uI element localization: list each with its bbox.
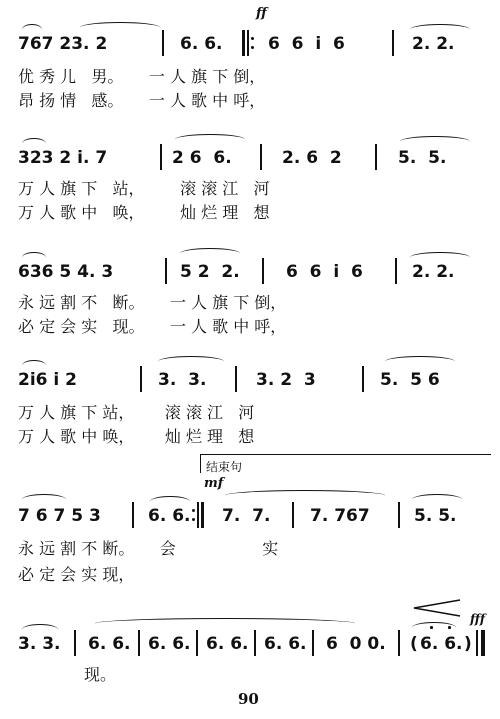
measure-notes: 5 2 2.	[180, 262, 240, 282]
barline	[74, 630, 76, 656]
slur	[22, 494, 66, 505]
slur	[225, 490, 385, 501]
slur	[80, 22, 160, 33]
lyric-line-2: 必 定 会 实 现。 一 人 歌 中 呼，	[18, 317, 287, 336]
slur	[385, 356, 455, 367]
lyric-line-2: 必 定 会 实 现，	[18, 565, 135, 584]
barline	[165, 258, 167, 284]
barline	[235, 366, 237, 392]
ending-label: 结束句	[206, 460, 243, 474]
measure-notes: 6. 6.	[264, 634, 307, 654]
measure-notes: 5. 5.	[398, 148, 447, 168]
slur	[412, 494, 462, 505]
measure-notes: 3. 3.	[18, 634, 61, 654]
ending-bracket	[200, 454, 491, 473]
measure-notes: 6. 6.	[180, 34, 223, 54]
measure-notes: 323 2 i. 7	[18, 148, 108, 168]
barline	[292, 502, 294, 528]
slur	[95, 618, 355, 629]
measure-notes: 636 5 4. 3	[18, 262, 114, 282]
final-barline-thick	[481, 630, 485, 656]
page-number: 90	[238, 690, 259, 708]
measure-notes: 2. 2.	[412, 34, 455, 54]
barline	[362, 366, 364, 392]
slur	[158, 356, 224, 367]
barline	[392, 30, 394, 56]
measure-notes: 7 6 7 5 3	[18, 506, 101, 526]
measure-notes: 3. 3.	[158, 370, 207, 390]
fermata-dot	[448, 626, 451, 629]
lyric-line-2: 万 人 歌 中 唤， 灿 烂 理 想	[18, 427, 255, 446]
fermata-dot	[430, 626, 433, 629]
measure-notes: 2i6 i 2	[18, 370, 77, 390]
measure-notes: 6. 6.	[88, 634, 131, 654]
barline	[398, 502, 400, 528]
measure-notes: 7. 767	[310, 506, 370, 526]
measure-notes: 6. 6.	[148, 634, 191, 654]
lyric-line-1: 万 人 旗 下 站， 滚 滚 江 河	[18, 179, 270, 198]
barline	[254, 630, 256, 656]
repeat-start-barline	[242, 28, 252, 58]
dynamic-mf: mf	[204, 476, 224, 491]
lyric-line-2: 昂 扬 情 感。 一 人 歌 中 呼，	[18, 91, 266, 110]
slur	[400, 136, 470, 147]
measure-notes: 3. 2 3	[256, 370, 316, 390]
measure-notes: 2. 6 2	[282, 148, 342, 168]
measure-notes: 767 23. 2	[18, 34, 108, 54]
lyric-line-1: 永 远 割 不 断。 会 实	[18, 539, 279, 558]
lyric-line-1: 万 人 旗 下 站， 滚 滚 江 河	[18, 403, 255, 422]
measure-notes: 2. 2.	[412, 262, 455, 282]
measure-notes: 6 6 i 6	[268, 34, 345, 54]
lyric-line-1: 永 远 割 不 断。 一 人 旗 下 倒，	[18, 293, 287, 312]
barline	[140, 366, 142, 392]
repeat-end-barline	[194, 500, 204, 530]
measure-notes: 6. 6.	[148, 506, 191, 526]
lyric-line-1: 现。	[84, 665, 117, 684]
paren-close: )	[464, 634, 472, 654]
measure-notes: 6 6 i 6	[286, 262, 363, 282]
barline	[260, 144, 262, 170]
measure-notes: 6. 6.	[420, 634, 463, 654]
measure-notes: 5. 5.	[414, 506, 457, 526]
dynamic-fff: fff	[470, 612, 486, 626]
paren-open: (	[410, 634, 418, 654]
barline	[162, 30, 164, 56]
measure-notes: 2 6 6.	[172, 148, 232, 168]
barline	[312, 630, 314, 656]
barline	[132, 502, 134, 528]
dynamic-ff: ff	[256, 6, 267, 21]
crescendo-hairpin	[412, 598, 462, 618]
barline	[395, 258, 397, 284]
barline	[398, 630, 400, 656]
measure-notes: 7. 7.	[222, 506, 271, 526]
final-barline-thin	[476, 630, 478, 656]
barline	[375, 144, 377, 170]
slur	[180, 248, 240, 259]
measure-notes: 5. 5 6	[380, 370, 440, 390]
slur	[175, 134, 245, 145]
measure-notes: 6. 6.	[206, 634, 249, 654]
lyric-line-1: 优 秀 儿 男。 一 人 旗 下 倒，	[18, 67, 266, 86]
barline	[262, 258, 264, 284]
barline	[196, 630, 198, 656]
lyric-line-2: 万 人 歌 中 唤， 灿 烂 理 想	[18, 203, 270, 222]
barline	[160, 144, 162, 170]
measure-notes: 6 0 0.	[326, 634, 386, 654]
barline	[138, 630, 140, 656]
